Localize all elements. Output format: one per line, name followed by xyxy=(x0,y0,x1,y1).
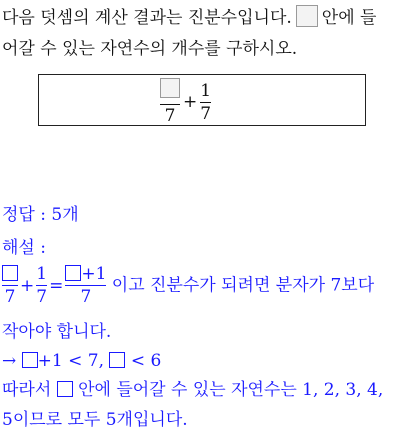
denominator-1: 7 xyxy=(164,106,176,126)
solution-fraction-3: $\frac{+1}{7}$ xyxy=(65,264,106,307)
solution-fraction-2: $\frac{1}{7}$ xyxy=(36,264,48,307)
question-text-1a: 다음 덧셈의 계산 결과는 진분수입니다. xyxy=(2,8,292,28)
question-line-1 xyxy=(2,5,376,28)
blank-box xyxy=(65,265,81,281)
solution-line-4: 따라서 안에 들어갈 수 있는 자연수는 1, 2, 3, 4, xyxy=(2,380,384,400)
fraction-1 xyxy=(160,78,180,126)
blank-box xyxy=(160,78,180,98)
denominator-2: 7 xyxy=(200,103,212,124)
explanation-label: 해설 : xyxy=(2,238,46,258)
question-line-2: 어갈 수 있는 자연수의 개수를 구하시오. xyxy=(2,39,298,59)
blank-box xyxy=(22,352,38,368)
fraction-2 xyxy=(200,81,211,124)
solution-line-2: 작아야 합니다. xyxy=(2,322,112,342)
expression xyxy=(160,78,211,126)
numerator-2: 1 xyxy=(200,80,212,101)
solution-fraction-line: 7 + $\frac{1}{7}$ = $\frac{+1}{7}$ 이고 진분수가 되려면 분자가 7보다 xyxy=(2,264,374,307)
question-text-1b: 안에 들 xyxy=(321,8,377,28)
blank-box xyxy=(296,5,318,27)
arrow-icon: → xyxy=(2,351,17,371)
blank-box xyxy=(2,265,18,281)
solution-fraction-1: 7 xyxy=(2,264,18,307)
blank-box xyxy=(109,352,125,368)
blank-box xyxy=(57,381,73,397)
plus-sign: + xyxy=(183,92,198,112)
solution-line-5: 5이므로 모두 5개입니다. xyxy=(2,410,188,430)
solution-text-1: 이고 진분수가 되려면 분자가 7보다 xyxy=(111,275,375,296)
solution-line-3: → +1 < 7, < 6 xyxy=(2,351,162,371)
answer-line: 정답 : 5개 xyxy=(2,205,79,225)
